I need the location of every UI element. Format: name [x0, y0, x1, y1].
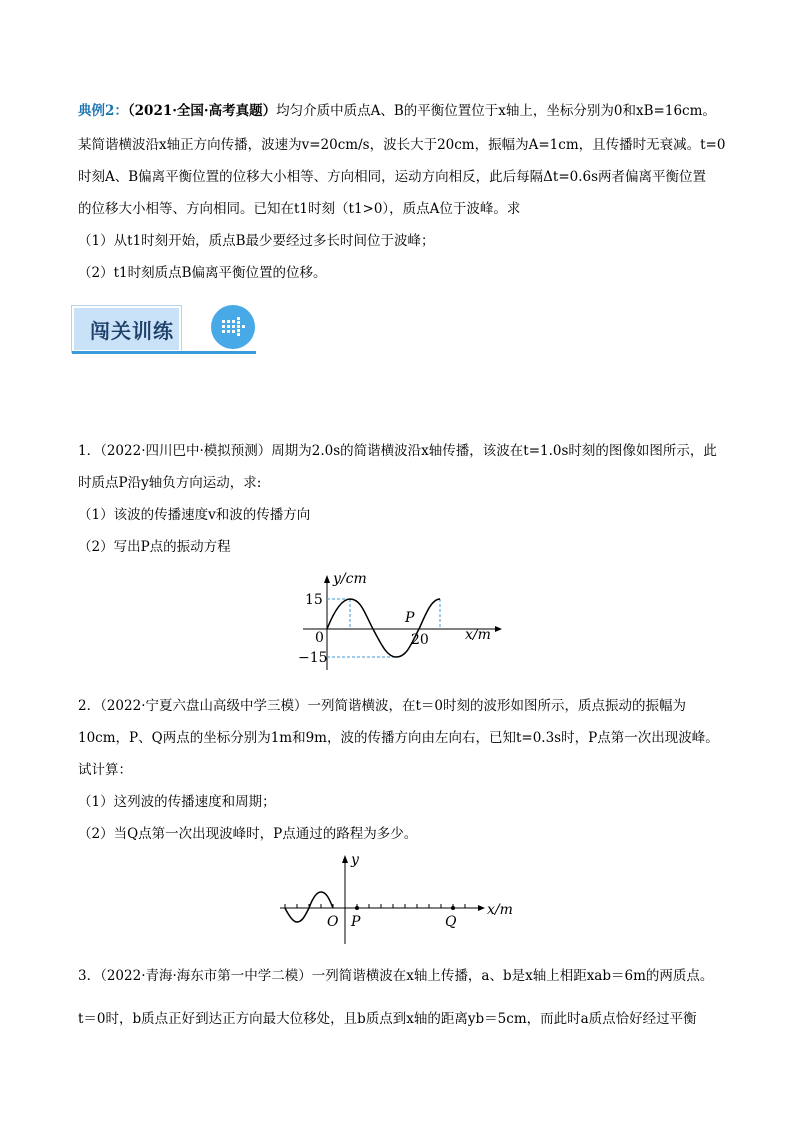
problem-2-line-2: 10cm，P、Q两点的坐标分别为1m和9m，波的传播方向由左向右，已知t=0.3s时，P点第一次出现波峰。 — [78, 730, 719, 746]
banner-underline — [72, 351, 256, 354]
problem-1-question-1: （1）该波的传播速度v和波的传播方向 — [78, 507, 311, 523]
problem-3-line-1: 3．（2022·青海·海东市第一中学二模）一列简谐横波在x轴上传播，a、b是x轴上相距xab＝6m的两质点。 — [78, 968, 714, 984]
problem-2-question-1: （1）这列波的传播速度和周期； — [78, 794, 276, 810]
problem-3-line-2: t＝0时，b质点正好到达正方向最大位移处，且b质点到x轴的距离yb＝5cm，而此时a质点恰好经过平衡 — [78, 1011, 697, 1027]
section-banner — [72, 298, 256, 356]
wave-curve — [285, 892, 333, 922]
x-ticks — [285, 904, 465, 908]
point-p-dot — [355, 906, 359, 910]
example-line-1: 典例2：（2021·全国·高考真题）均匀介质中质点A、B的平衡位置位于x轴上，坐标分别为0和xB=16cm。 — [78, 103, 716, 119]
problem-2-wave-figure — [275, 852, 520, 947]
y-axis-arrow — [324, 575, 330, 583]
example-question-1: （1）从t1时刻开始，质点B最少要经过多长时间位于波峰； — [78, 233, 435, 249]
x-axis-label: x/m — [465, 627, 491, 643]
point-p-label: P — [405, 610, 415, 626]
wave-curve — [327, 599, 440, 657]
problem-1-question-2: （2）写出P点的振动方程 — [78, 539, 231, 555]
problem-1-line-1: 1．（2022·四川巴中·模拟预测）周期为2.0s的简谐横波沿x轴传播，该波在t=1.0s时刻的图像如图所示，此 — [78, 443, 717, 459]
x-tick-20: 20 — [411, 632, 429, 648]
example-line-3: 时刻A、B偏离平衡位置的位移大小相等、方向相同，运动方向相反，此后每隔Δt=0.6s两者偏离平衡位置 — [78, 169, 707, 185]
origin-label: 0 — [315, 630, 324, 646]
point-q-dot — [451, 906, 455, 910]
problem-2-line-1: 2．（2022·宁夏六盘山高级中学三模）一列简谐横波，在t＝0时刻的波形如图所示，质点振动的振幅为 — [78, 698, 686, 714]
example-question-2: （2）t1时刻质点B偏离平衡位置的位移。 — [78, 265, 327, 281]
x-axis-arrow — [495, 626, 502, 632]
x-axis-arrow — [478, 905, 485, 911]
problem-1-line-2: 时质点P沿y轴负方向运动，求: — [78, 475, 262, 491]
y-axis-label: y/cm — [333, 572, 367, 587]
grid-arrow-icon — [210, 304, 256, 350]
example-label: 典例2： — [78, 103, 128, 119]
y-axis-arrow — [342, 855, 348, 863]
point-q-label: Q — [445, 914, 457, 930]
y-tick-bottom: −15 — [298, 650, 328, 666]
y-tick-top: 15 — [305, 592, 323, 608]
x-axis-label: x/m — [487, 902, 513, 918]
example-source: （2021·全国·高考真题） — [127, 103, 277, 119]
problem-2-question-2: （2）当Q点第一次出现波峰时，P点通过的路程为多少。 — [78, 826, 418, 842]
problem-1-wave-figure — [295, 572, 505, 672]
y-axis-label: y — [351, 852, 359, 868]
banner-title: 闯关训练 — [90, 319, 174, 343]
point-p-label: P — [351, 914, 361, 930]
example-line-2: 某简谐横波沿x轴正方向传播，波速为v=20cm/s，波长大于20cm，振幅为A=1cm，且传播时无衰减。t=0 — [78, 137, 726, 153]
origin-label: O — [327, 914, 339, 930]
example-line-4: 的位移大小相等、方向相同。已知在t1时刻（t1>0），质点A位于波峰。求 — [78, 201, 521, 217]
problem-2-line-3: 试计算： — [78, 762, 132, 778]
